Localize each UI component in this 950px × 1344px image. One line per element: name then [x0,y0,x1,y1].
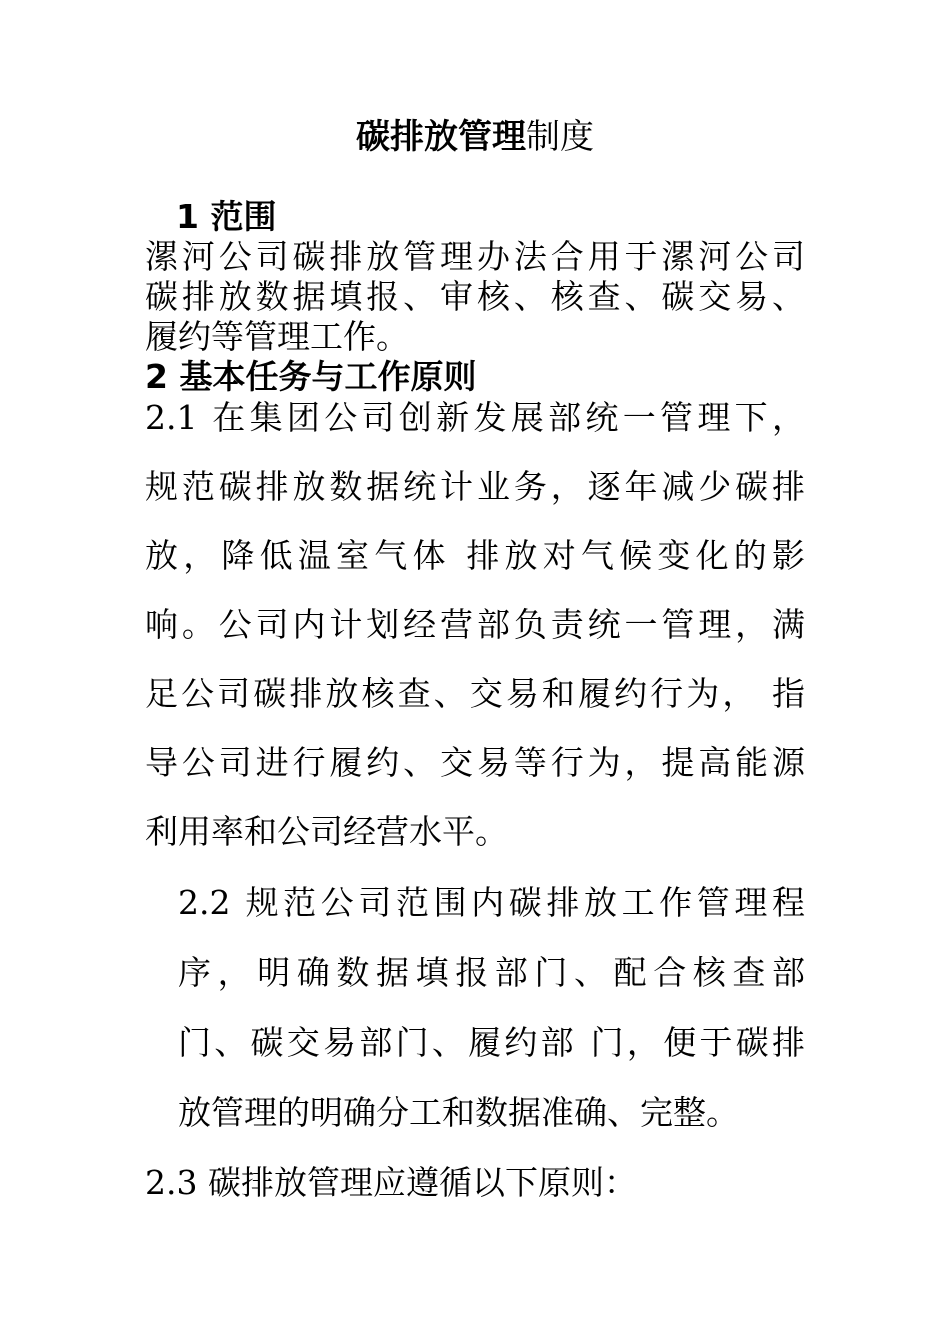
para-2-2-line: 门、碳交易部门、履约部 门，便于碳排 [178,1023,805,1062]
title-normal-part: 制度 [526,117,594,157]
section-1-line: 碳排放数据填报、审核、核查、碳交易、 [145,277,805,316]
para-2-3-line: 2.3 碳排放管理应遵循以下原则： [145,1163,637,1202]
para-2-2-line: 2.2 规范公司范围内碳排放工作管理程 [178,883,805,922]
section-1-heading: 1 范围 [176,197,277,236]
para-2-1-line: 2.1 在集团公司创新发展部统一管理下， [145,398,805,437]
para-2-2-line: 序，明确数据填报部门、配合核查部 [178,953,805,992]
section-1-line: 履约等管理工作。 [145,317,409,356]
para-2-2-line: 放管理的明确分工和数据准确、完整。 [178,1093,739,1132]
para-2-1-line: 规范碳排放数据统计业务，逐年减少碳排 [145,467,805,506]
para-2-1-line: 利用率和公司经营水平。 [145,812,508,851]
document-title [0,112,950,162]
para-2-1-line: 响。公司内计划经营部负责统一管理，满 [145,605,805,644]
para-2-1-line: 放，降低温室气体 排放对气候变化的影 [145,536,805,575]
section-1-line: 漯河公司碳排放管理办法合用于漯河公司 [145,237,805,276]
section-2-heading: 2 基本任务与工作原则 [145,357,477,396]
para-2-1-line: 足公司碳排放核查、交易和履约行为， 指 [145,674,805,713]
title-bold-part: 碳排放管理 [356,117,526,157]
para-2-1-line: 导公司进行履约、交易等行为，提高能源 [145,743,805,782]
